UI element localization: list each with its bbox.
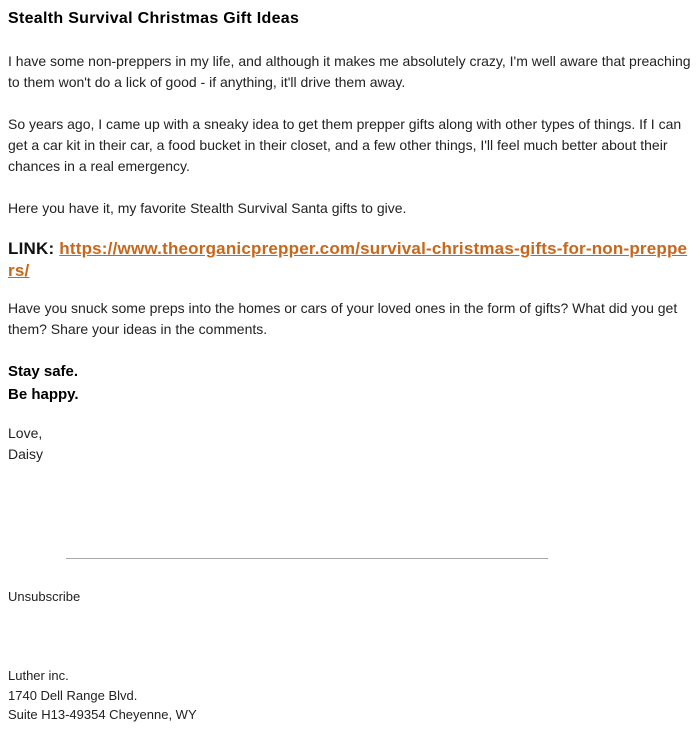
closing [8,423,692,465]
paragraph-idea: So years ago, I came up with a sneaky idea to get them prepper gifts along with other types of things. If I can get a car kit in their car, a food bucket in their closet, and a few other things, I'll feel much better about their chances in a real emergency. [8,116,682,174]
article-link[interactable]: https://www.theorganicprepper.com/survival-christmas-gifts-for-non-preppers/ [8,239,688,280]
author-name: Daisy [8,446,44,462]
unsubscribe-link[interactable]: Unsubscribe [8,589,81,604]
signoff-stay-safe: Stay safe. [8,363,79,380]
paragraph-intro: I have some non-preppers in my life, and although it makes me absolutely crazy, I'm well aware that preaching to them won't do a lick of good - if anything, it'll drive them away. [8,53,691,90]
address-suite-city: Suite H13-49354 Cheyenne, WY [8,707,197,722]
paragraph-gifts: Here you have it, my favorite Stealth Survival Santa gifts to give. [8,200,407,216]
paragraph-question: Have you snuck some preps into the homes or cars of your loved ones in the form of gifts? What did you get them? Share your ideas in the comments. [8,300,678,337]
closing-love: Love, [8,425,43,441]
footer-divider [66,558,548,559]
email-body [8,8,692,465]
address-company: Luther inc. [8,668,69,683]
signoff [8,360,692,406]
email-title: Stealth Survival Christmas Gift Ideas [8,10,300,27]
link-label: LINK: [8,239,55,258]
address-street: 1740 Dell Range Blvd. [8,687,138,703]
signoff-be-happy: Be happy. [8,386,79,403]
link-block [8,238,692,282]
footer-address [8,666,197,725]
